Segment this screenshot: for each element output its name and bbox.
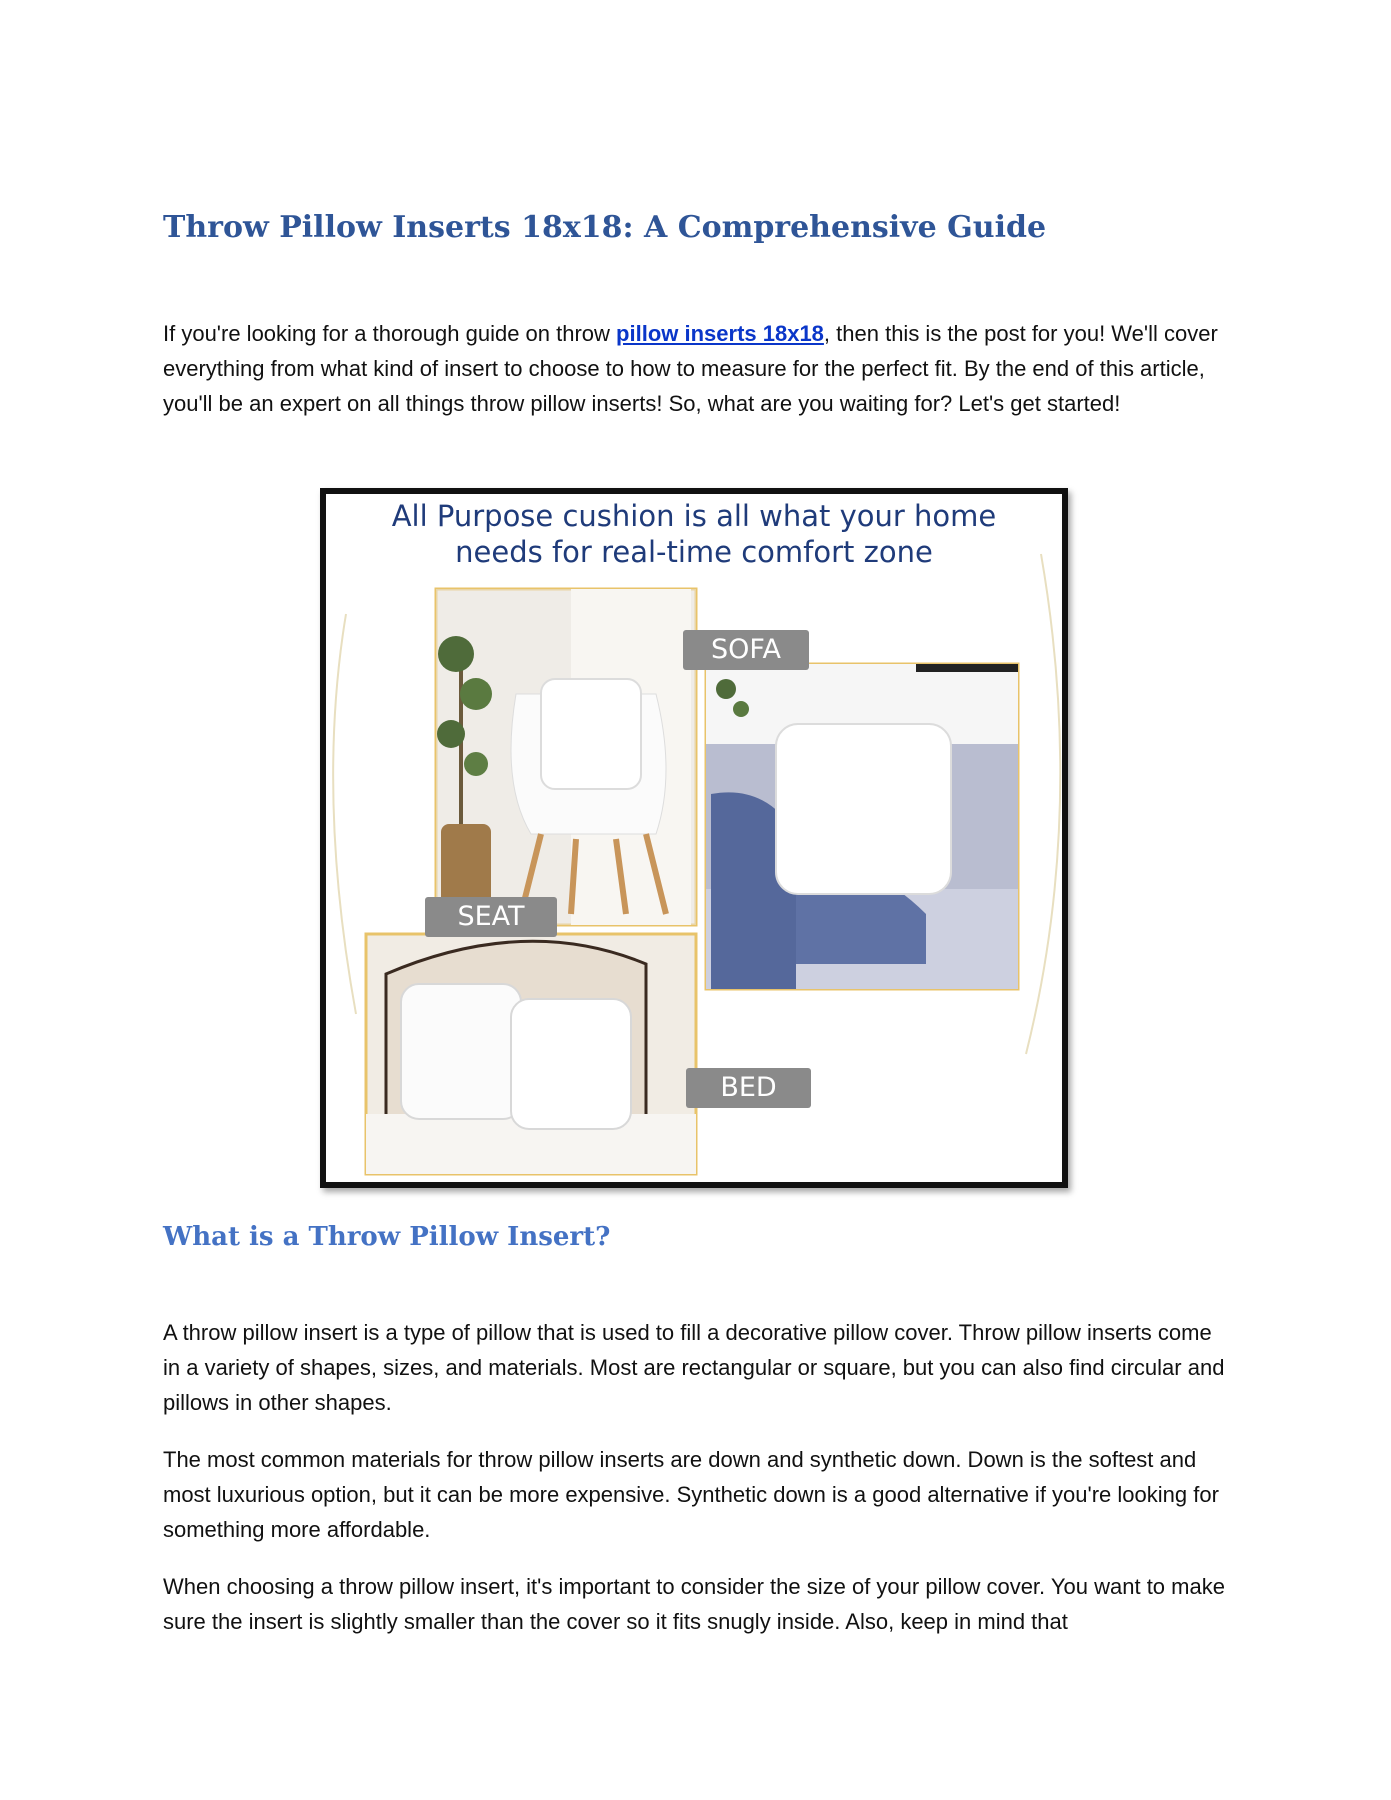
intro-paragraph [163,316,1228,421]
intro-text-end: , then this is the post for you! We'll cover everything from what kind of insert to choose to how to measure for the perfect fit. By the end of this article, you'll be an expert on all things throw pillow inserts! So, what are you waiting for? Let's get started! [163,321,1218,416]
bed-panel [366,934,696,1174]
sofa-label: SOFA [683,630,809,670]
pillow-inserts-link[interactable]: pillow inserts 18x18 [616,321,824,346]
collage-headline-line-1: All Purpose cushion is all what your home [391,499,997,533]
article-top [163,210,1228,421]
section-heading: What is a Throw Pillow Insert? [163,1222,611,1252]
product-collage-image [320,488,1068,1188]
section-paragraph-2: The most common materials for throw pillow inserts are down and synthetic down. Down is the softest and most luxurious option, but it can be more expensive. Synthetic down is a good alternative if you're looking for something more affordable. [163,1447,1219,1543]
section-paragraph-3: When choosing a throw pillow insert, it's important to consider the size of your pillow cover. You want to make sure the insert is slightly smaller than the cover so it fits snugly inside. Also, keep in mind that [163,1574,1225,1635]
collage-headline-line-2: needs for real-time comfort zone [455,535,933,569]
intro-text-start: If you're looking for a thorough guide on throw [163,321,617,346]
collage-headline [326,498,1062,570]
article-title: Throw Pillow Inserts 18x18: A Comprehensive Guide [163,210,1047,245]
bed-label: BED [686,1068,811,1108]
seat-panel [436,589,696,925]
seat-label: SEAT [425,897,557,937]
section-what-is [163,1222,1228,1639]
sofa-panel [706,664,1018,989]
section-paragraph-1: A throw pillow insert is a type of pillow that is used to fill a decorative pillow cover. Throw pillow inserts come in a variety of shapes, sizes, and materials. Most are rectangular or square, but you can also find circular and pillows in other shapes. [163,1320,1225,1416]
